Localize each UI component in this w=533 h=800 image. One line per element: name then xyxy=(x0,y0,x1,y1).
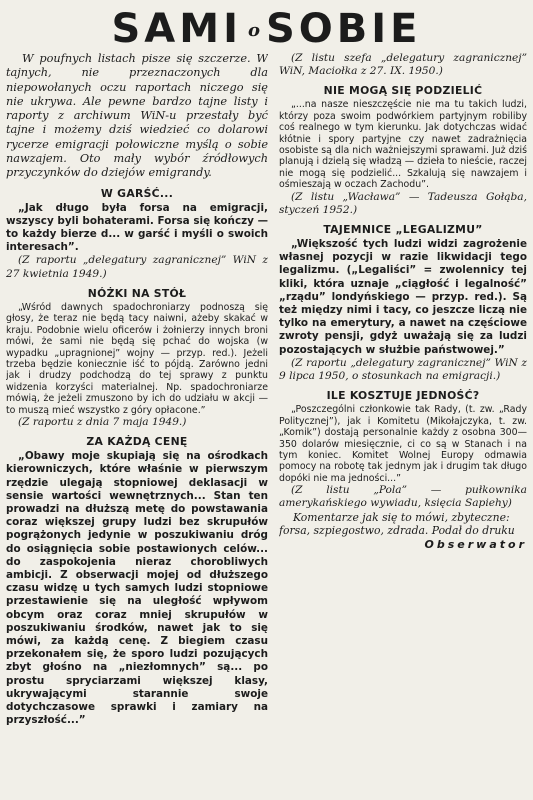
source-podzielic: (Z listu „Wacława” — Tadeusza Gołąba, styczeń 1952.) xyxy=(279,190,527,216)
quote-za-kazda-cene: „Obawy moje skupiają się na ośrodkach kierowniczych, które właśnie w pierwszym rzędzie ulegają stopniowej deklasacji w sensie wartości wewnętrznych... Stan ten prowadzi na dłuższą metę do powstawania coraz większej grupy ludzi bez skrupułów pogrążonych jedynie w poszukiwaniu dróg do osiągnięcia sobie postawionych celów... do zaspokojenia nieraz chorobliwych ambicji. Z obserwacji mojej od dłuższego czasu widzę u tych samych ludzi stopniowe przestawienie się na uległość wpływom obcym oraz coraz mniej skrupułów w poszukiwaniu środków, nawet jak to się mówi, za każdą cenę. Z biegiem czasu przekonałem się, że sporo ludzi pozujących zbyt głośno na „niezłomnych” są... po prostu spryciarzami większej klasy, ukrywającymi starannie swoje dotychczasowe sprawki i zamiary na przyszłość...” xyxy=(6,450,268,727)
source-legalizm: (Z raportu „delegatury zagranicznej” WiN z 9 lipca 1950, o stosunkach na emigracji.) xyxy=(279,356,527,383)
right-column xyxy=(279,52,527,794)
title-word-sobie: SOBIE xyxy=(265,6,422,52)
quote-garsc: „Jak długo była forsa na emigracji, wszyscy byli bohaterami. Forsa się kończy — to każdy bierze d... w garść i myśli o swoich interesach”. xyxy=(6,201,268,254)
left-column xyxy=(6,52,268,794)
section-heading-garsc: W GARŚĆ... xyxy=(100,186,174,200)
title-word-sami: SAMI xyxy=(111,6,242,52)
title-connector: o xyxy=(247,20,260,41)
author-signature: Obserwator xyxy=(424,538,527,552)
quote-legalizm: „Większość tych ludzi widzi zagrożenie własnej pozycji w razie likwidacji tego legalizmu. („Legaliści” = zwolennicy tej kliki, która uznaje „ciągłość i legalność” „rządu” londyńskiego — przyp. red.). Są też między nimi i tacy, co jeszcze liczą nie tylko na emerytury, a nawet na częściowe zwroty pensji, gdyż uważają się za ludzi pozostających w służbie państwowej.” xyxy=(279,238,527,356)
quote-jednosc: „Poszczególni członkowie tak Rady, (t. zw. „Rady Politycznej”), jak i Komitetu (Mikołajczyka, t. zw. „Komik”) dostają personalnie każdy z osobna 300—350 dolarów miesięcznie, ci co są w Stanach i na tym koniec. Komitet Wolnej Europy odmawia pomocy na robotę tak jednym jak i drugim tak długo dopóki nie ma jedności...” xyxy=(279,404,527,484)
quote-podzielic: „...na nasze nieszczęście nie ma tu takich ludzi, którzy poza swoim podwórkiem partyjnym robiliby coś realnego w tym kierunku. Jak dotychczas widać kłótnie i spory partyjne czy nawet zadrażnięcia osobiste są dla nich ważniejszymi sprawami. Już dziś planują i dzielą się władzą — dzieła to nieście, raczej nie mogą się podzielić... Szkalują się nawzajem i ośmieszają w oczach Zachodu”. xyxy=(279,99,527,191)
source-za-kazda-cene: (Z listu szefa „delegatury zagranicznej” WiN, Maciołka z 27. IX. 1950.) xyxy=(279,52,527,78)
section-heading-jednosc: ILE KOSZTUJE JEDNOŚĆ? xyxy=(326,389,480,403)
section-heading-nozki: NÓŻKI NA STÓŁ xyxy=(87,286,187,300)
source-garsc: (Z raportu „delegatury zagranicznej” WiN z 27 kwietnia 1949.) xyxy=(6,254,268,280)
section-heading-legalizm: TAJEMNICE „LEGALIZMU” xyxy=(323,223,483,237)
quote-nozki: „Wśród dawnych spadochroniarzy podnoszą się głosy, że teraz nie będą tacy naiwni, ażeby skakać w kraju. Podobnie wielu oficerów i żołnierzy innych broni mówi, że sami nie będą się pchać do wojska (w wypadku „upragnionej” wojny — przyp. red.). Jeżeli trzeba będzie koniecznie iść to pójdą. Zarówno jedni jak i drudzy podchodzą do tej sprawy z punktu widzenia korzyści materialnej. Np. spadochroniarze mówią, że jeżeli zmuszono by ich do udziału w akcji — to muszą mieć wszystko z góry opłacone.” xyxy=(6,301,268,416)
source-jednosc: (Z listu „Pola” — pułkownika amerykańskiego wywiadu, księcia Sapiehy) xyxy=(279,484,527,510)
intro-paragraph: W poufnych listach pisze się szczerze. W tajnych, nie przeznaczonych dla niepowołanych oczu raportach niczego się nie ukrywa. Ale pewne bardzo tajne listy i raporty z archiwum WiN-u przestały być tajne i możemy dziś wiedzieć co dolarowi rycerze emigracji połowiczne myślą o sobie nawzajem. Oto mały wybór źródłowych przyczynków do dziejów emigrandy. xyxy=(6,52,268,180)
closing-comment: Komentarze jak się to mówi, zbyteczne: forsa, szpiegostwo, zdrada. Podał do druku xyxy=(279,510,515,537)
section-heading-podzielic: NIE MOGĄ SIĘ PODZIELIĆ xyxy=(323,84,483,98)
section-heading-za-kazda-cene: ZA KAŻDĄ CENĘ xyxy=(86,435,188,449)
article-title xyxy=(0,6,533,52)
source-nozki: (Z raportu z dnia 7 maja 1949.) xyxy=(18,415,187,428)
